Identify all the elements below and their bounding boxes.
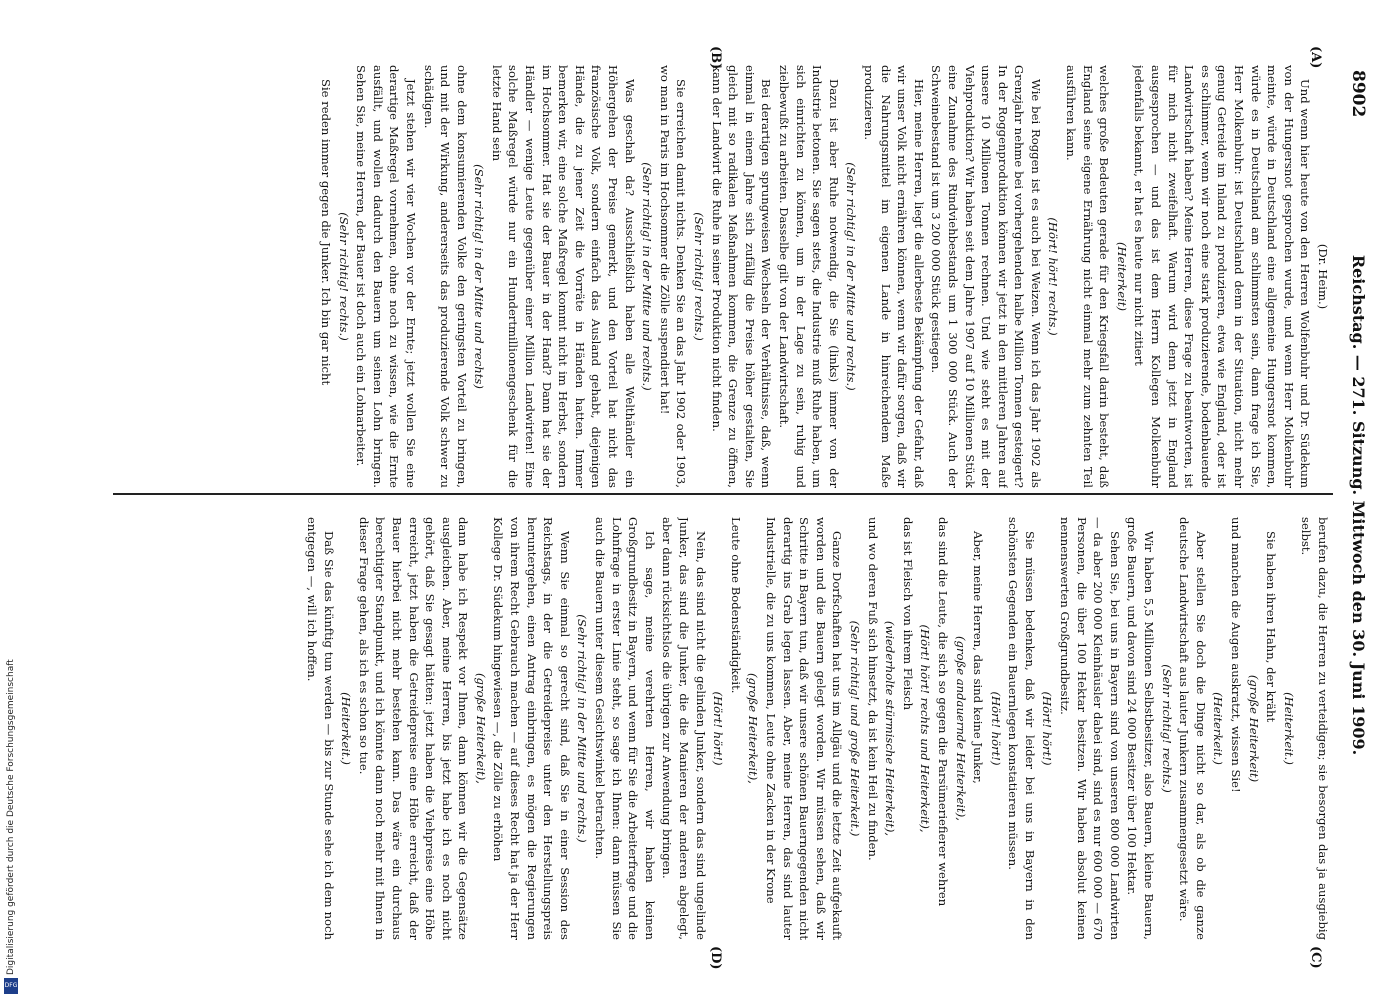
interjection: (große andauernde Heiterkeit), — [953, 636, 968, 821]
paragraph: Sie reden immer gegen die Junker. Ich bin gar nicht — [318, 79, 333, 386]
digitization-credit — [4, 600, 18, 995]
paragraph: Dazu ist aber Ruhe notwendig, die Sie (links) immer von der Industrie betonen. Sie sagen stets, die Industrie muß Ruhe haben, um sich einrichten zu können, um in der Lage zu sein, ruhig und zielbewußt zu arbeiten. Dasselbe gilt von der Landwirtschaft. — [777, 65, 841, 488]
paragraph: Jetzt stehen wir vier Wochen vor der Ernte; jetzt wollen Sie eine derartige Maßregel vornehmen, ohne noch zu wissen, wie die Ernte ausfällt, und wollen dadurch den Bauern um seinen Lohn bringen. Sehen Sie, meine Herren, der Bauer ist doch auch ein Lohnarbeiter. — [354, 65, 418, 488]
dfg-logo: DFG — [4, 978, 18, 994]
left-column — [116, 65, 1331, 488]
margin-marker-d: (D) — [708, 946, 723, 970]
paragraph: ohne dem konsumierenden Volke den geringsten Vorteil zu bringen, und mit der Wirkung, andererseits das produzierende Volk schwer zu schädigen. — [421, 65, 469, 488]
margin-marker-a: (A) — [1308, 46, 1323, 69]
paragraph: Aber, meine Herren, das sind keine Junker, — [971, 531, 986, 784]
right-column — [116, 517, 1331, 940]
margin-marker-c: (C) — [1308, 946, 1323, 969]
paragraph: Nein, das sind nicht die gelinden Junker, sondern das sind ungelinde Junker, das sind die Junker, die die Manieren der anderen abgelegt, aber dann rücksichtslos die übrigen zur Anwendung bringen. — [660, 517, 708, 940]
paragraph: Sie müssen bedenken, daß wir leider bei uns in Bayern in den schönsten Gegenden ein Bauernlegen konstatieren müssen. — [1006, 517, 1037, 940]
paragraph: das ist Fleisch von ihrem Fleisch — [900, 517, 915, 711]
interjection: (Sehr richtig! in der Mitte und rechts.) — [640, 162, 655, 391]
paragraph: Sie haben ihren Hahn, der kräht — [1264, 531, 1279, 723]
paragraph: Leute ohne Bodenständigkeit. — [728, 517, 743, 694]
interjection: (große Heiterkeit), — [746, 673, 761, 784]
paragraph: Und wenn hier heute von den Herren Wolfenbuhr und Dr. Südekum von der Hungersnot gesprochen wurde, und wenn Herr Molkenbuhr meinte, würde in Deutschland eine allgemeine Hungersnot kommen, würde es in Deutschland am schlimmsten sein, dann frage ich Sie, Herr Molkenbuhr: ist Deutschland denn in der Situation, nicht mehr genug Getreide im Inland zu produzieren, etwa wie England, oder ist es schlimmer, wenn wir noch eine stark produzierende, bodenbauende Landwirtschaft haben? Meine Herren, diese Frage zu beantworten, ist für mich nicht zweifelhaft. Warum wird denn jetzt in England ausgesprochen — und das ist dem Herrn Kollegen Molkenbuhr jedenfalls bekannt, er hat es heute nur nicht zitiert — [1132, 65, 1313, 488]
interjection: (Heiterkeit.) — [339, 692, 354, 765]
interjection: (Sehr richtig! rechts.) — [336, 212, 351, 341]
paragraph: und wo deren Fuß sich hinsetzt, da ist kein Heil zu finden. — [865, 517, 880, 861]
paragraph: Wir haben 5,5 Millionen Selbstbesitzer, also Bauern, kleine Bauern, große Bauern, und davon sind 24 000 Besitzer über 100 Hektar. — [1125, 517, 1157, 940]
paragraph: Wie bei Roggen ist es auch bei Weizen. Wenn ich das Jahr 1902 als Grenzjahr nehme bei vorhergehenden halbe Million Tonnen gesteigert? In der Roggenproduktion können wir jetzt in den mittleren Jahren auf unsere 10 Millionen Tonnen rechnen. Und wie steht es mit der Viehproduktion? Wir haben seit dem Jahre 1907 auf 10 Millionen Stück eine Zunahme des Rindviehbestands um 1 300 000 Stück. Auch der Schweinebestand ist um 3 200 000 Stück gestiegen. — [929, 65, 1043, 488]
paragraph: dann habe ich Respekt vor Ihnen, dann können wir die Gegensätze ausgleichen. Aber, meine Herren, bis jetzt habe ich es noch nicht gehört, daß Sie gesagt hätten: jetzt haben die Viehpreise eine Höhe erreicht, jetzt haben die Getreidepreise eine Höhe erreicht, daß der Bauer hierbei nicht mehr bestehen kann. Das wäre ein durchaus berechtigter Standpunkt, und ich könnte dann noch mehr mit Ihnen in dieser Frage gehen, als ich es schon so tue. — [356, 517, 471, 940]
interjection: (Hört! hört!) — [711, 691, 726, 766]
paragraph: Daß Sie das künftig tun werden — bis zur Stunde sehe ich dem noch entgegen —, will ich hoffen. — [304, 517, 336, 940]
page-number: 8902 — [1348, 70, 1368, 118]
interjection: (Hört! hört! rechts.) — [1046, 217, 1061, 336]
paragraph: berufen dazu, die Herren zu verteidigen; sie besorgen das ja ausgiebig selbst. — [1299, 517, 1330, 940]
speaker-name: (Dr. Heim.) — [1316, 243, 1330, 310]
interjection: (Hört! hört!) — [1040, 691, 1055, 766]
interjection: (wiederholte stürmische Heiterkeit), — [883, 620, 898, 837]
interjection: (große Heiterkeit), — [473, 673, 488, 784]
paragraph: Ganze Dorfschaften hat uns im Allgäu und die letzte Zeit aufgekauft worden und die Bauern gelegt worden. Wir müssen sehen, daß wir Schritte in Bayern tun, daß wir unsere schönen Bauerngegenden nicht derartig ins Grab legen lassen. Aber, meine Herren, das sind lauter Industrielle, die zu uns kommen, Leute ohne Zacken in der Krone — [764, 517, 845, 940]
interjection: (Sehr richtig! rechts.) — [692, 212, 707, 341]
column-divider — [113, 493, 1333, 495]
paragraph: Hier, meine Herren, liegt die allerbeste Bekämpfung der Gefahr, daß wir unser Volk nicht ernähren können, wenn wir dafür sorgen, daß wir die Nahrungsmittel im eigenen Lande in hinreichendem Maße produzieren. — [861, 65, 926, 488]
page-header — [1342, 70, 1368, 940]
interjection: (große Heiterkeit) — [1246, 674, 1261, 783]
paragraph: welches große Bedeuten gerade für den Kriegsfall darin besteht, daß England seine eigene Ernährung nicht einmal mehr zum zehnten Teil ausführen kann. — [1064, 65, 1112, 488]
interjection: (Hört! hört! rechts und Heiterkeit), — [918, 624, 933, 833]
interjection: (Sehr richtig! rechts.) — [1159, 664, 1174, 793]
paragraph: Sie erreichen damit nichts. Denken Sie an das Jahr 1902 oder 1903, wo man in Paris im Hochsommer die Zölle suspendiert hat! — [657, 65, 689, 488]
interjection: (Sehr richtig! in der Mitte und rechts.) — [575, 614, 590, 843]
interjection: (Sehr richtig! in der Mitte und rechts.) — [844, 162, 859, 391]
interjection: (Heiterkeit.) — [1211, 692, 1226, 765]
paragraph: Bei derartigen sprungweisen Wechseln der Verhältnisse, daß, wenn einmal in einem Jahre sich zufällig die Preise höher gestalten, Sie gleich mit so radikalen Maßnahmen kommen, die Grenze zu öffnen, kann der Landwirt die Ruhe in seiner Produktion nicht finden. — [709, 65, 774, 488]
credit-text: Digitalisierung gefördert durch die Deutsche Forschungsgemeinschaft — [6, 659, 16, 975]
paragraph: das sind die Leute, die sich so gegen die Parsümeriefierer wehren — [935, 517, 950, 907]
interjection: (Heiterkeit) — [1114, 241, 1129, 312]
paragraph: Ich sage, meine verehrten Herren, wir haben keinen Großgrundbesitz in Bayern, und wenn für Sie die Arbeiterfrage und die Lohnfrage in erster Linie steht, so sage ich Ihnen: dann müssen Sie auch die Bauern unter diesem Gesichtswinkel betrachten. — [593, 517, 657, 940]
page-title: Reichstag. — 271. Sitzung. Mittwoch den 30. Juni 1909. — [1349, 254, 1368, 756]
paragraph: Sehen Sie, bei uns in Bayern sind von unseren 800 000 Landwirten — da aber 200 000 Kleinhäusler dabei sind, sind es nur 600 000 — 670 Personen, die über 100 Hektar besitzen. Wir haben absolut keinen nennenswerten Großgrundbesitz. — [1058, 517, 1122, 940]
paragraph: und manchen die Augen auskratzt, wissen Sie! — [1229, 517, 1244, 793]
interjection: (Hört! hört!) — [988, 691, 1003, 766]
interjection: (Sehr richtig! in der Mitte und rechts) — [472, 164, 487, 389]
margin-marker-b: (B) — [708, 46, 723, 70]
paragraph: Aber stellen Sie doch die Dinge nicht so dar, als ob die ganze deutsche Landwirtschaft aus lauter Junkern zusammengesetzt wäre. — [1177, 517, 1208, 940]
interjection: (Heiterkeit.) — [1281, 692, 1296, 765]
paragraph: Was geschah da? Ausschließlich haben alle Welthändler ein Höhergehen der Preise gemerkt, und den Vorteil hat nicht das französische Volk, sondern einfach das Ausland gehabt, diejenigen Hände, die zu jener Zeit die Vorräte in Händen hatten. Immer bemerken wir, eine solche Maßregel kommt nicht im Herbst, sondern im Hochsommer. Hat sie der Bauer in der Hand? Dann hat sie der Händler — wenige Leute gegenüber einer Million Landwirten! Eine solche Maßregel würde nur ein Hundertmillionengeschenk für die letzte Hand sein — [489, 65, 637, 488]
paragraph: Wenn Sie einmal so gerecht sind, daß Sie in einer Session des Reichstags, in der die Getreidepreise unter den Herstellungspreis heruntergehen, einen Antrag einbringen, es mögen die Regierungen von ihrem Recht Gebrauch machen — auf dieses Recht hat ja der Herr Kollege Dr. Südekum hingewiesen —, die Zölle zu erhöhen — [491, 517, 572, 940]
interjection: (Sehr richtig! und große Heiterkeit.) — [847, 620, 862, 837]
